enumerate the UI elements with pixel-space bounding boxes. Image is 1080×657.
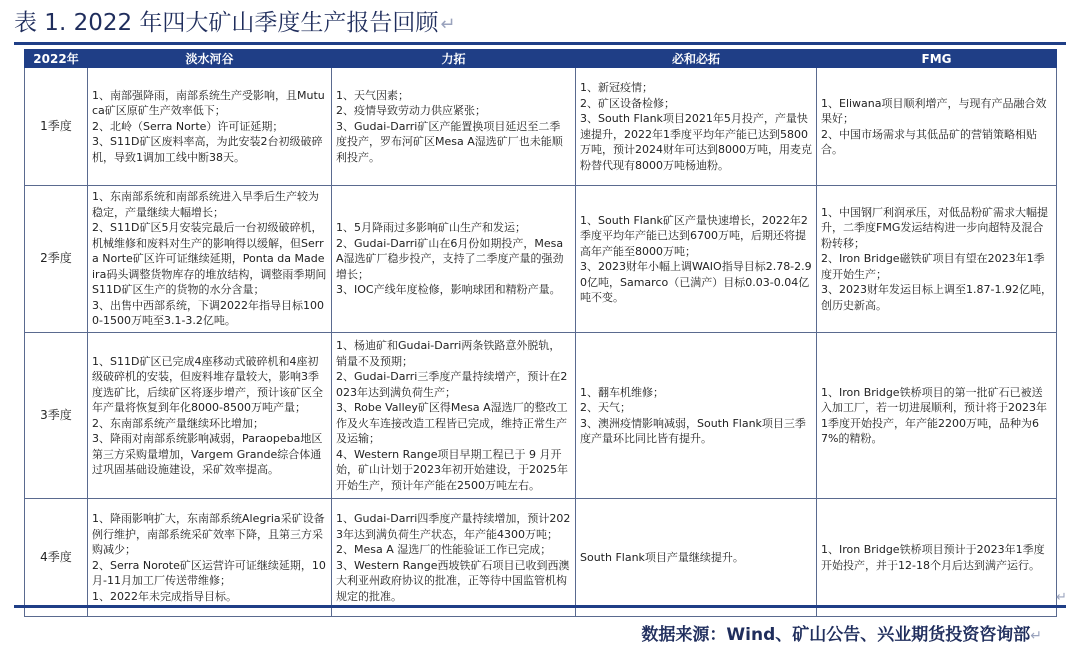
header-rio-tinto: 力拓 xyxy=(332,50,576,68)
cell-line: 4、Western Range项目早期工程已于 9 月开始，矿山计划于2023年初开始建设，于2025年开始生产，预计年产能在2500万吨左右。 xyxy=(336,447,568,492)
return-mark-icon: ↵ xyxy=(1030,628,1042,644)
cell-line: 1、中国钢厂利润承压，对低品粉矿需求大幅提升，二季度FMG发运结构进一步向超特及混合粉转移； xyxy=(821,205,1048,250)
table-cell xyxy=(817,186,1057,333)
table-cell xyxy=(332,68,576,186)
table-cell xyxy=(88,186,332,333)
cell-line: 3、Gudai-Darri矿区产能置换项目延迟至二季度投产，罗布河矿区Mesa A湿选矿厂也未能顺利投产。 xyxy=(336,119,563,164)
cell-line: 1、South Flank矿区产量快速增长，2022年2季度平均年产能已达到6700万吨，后期还将提高年产能至8000万吨； xyxy=(580,213,808,258)
table-row xyxy=(25,68,1057,186)
table-cell xyxy=(88,68,332,186)
cell-line: 2、东南部系统产量继续环比增加； xyxy=(92,416,264,430)
cell-line: 2、天气； xyxy=(580,401,631,414)
table-cell xyxy=(817,499,1057,617)
cell-line: 3、2023财年小幅上调WAIO指导目标2.78-2.90亿吨，Samarco（已满产）目标0.03-0.04亿吨不变。 xyxy=(580,260,812,304)
cell-line: 1、翻车机维修； xyxy=(580,385,664,399)
cell-line: 1、5月降雨过多影响矿山生产和发运； xyxy=(336,221,526,235)
table-cell xyxy=(88,333,332,499)
cell-line: 1、S11D矿区已完成4座移动式破碎机和4座初级破碎机的安装，但废料堆存量较大，影响3季度选矿比，后续矿区将逐步增产，预计该矿区全年产量将恢复到年化8000-8500万吨产量； xyxy=(92,354,323,414)
cell-line: 2、Serra Norote矿区运营许可证继续延期，10月-11月加工厂传送带维修； xyxy=(92,558,326,587)
table-cell xyxy=(332,333,576,499)
return-mark-icon: ↵ xyxy=(1056,590,1067,605)
table-cell xyxy=(576,499,817,617)
cell-line: 2、矿区设备检修； xyxy=(580,96,675,110)
source-note xyxy=(641,620,1042,645)
cell-line: 1、Iron Bridge铁桥项目的第一批矿石已被送入加工厂，若一切进展顺利，预计将于2023年1季度开始投产，年产能2200万吨，品种为67%的精粉。 xyxy=(821,385,1047,445)
cell-line: 3、出售中西部系统，下调2022年指导目标1000-1500万吨至3.1-3.2亿吨。 xyxy=(92,298,324,328)
cell-line: 2、S11D矿区5月安装完最后一台初级破碎机，机械维修和废料对生产的影响得以缓解，但Serra Norte矿区许可证继续延期，Ponta da Madeira码头调整货物库存的堆放结构，调整雨季期间S11D矿区生产的货物的水分含量； xyxy=(92,221,327,297)
cell-line: 2、Mesa A 湿选厂的性能验证工作已完成； xyxy=(336,543,552,556)
cell-line: 2、Gudai-Darri三季度产量持续增产，预计在2023年达到满负荷生产； xyxy=(336,370,568,399)
table-row xyxy=(25,333,1057,499)
cell-line: South Flank项目产量继续提升。 xyxy=(580,550,744,564)
quarter-label: 4季度 xyxy=(25,499,88,617)
return-mark-icon: ↵ xyxy=(440,14,456,35)
cell-line: 3、降雨对南部系统影响减弱，Paraopeba地区第三方采购量增加，Vargem Grande综合体通过巩固基础设施建设，采矿效率提高。 xyxy=(92,432,323,476)
cell-line: 1、南部强降雨，南部系统生产受影响，且Mutuca矿区原矿生产效率低下； xyxy=(92,88,325,118)
table-cell xyxy=(576,68,817,186)
header-year: 2022年 xyxy=(25,50,88,68)
table-cell xyxy=(576,333,817,499)
table-cell xyxy=(332,186,576,333)
cell-line: 3、澳洲疫情影响减弱，South Flank项目三季度产量环比同比皆有提升。 xyxy=(580,416,806,445)
table-row xyxy=(25,499,1057,617)
table-header-row xyxy=(25,50,1057,68)
quarter-label: 3季度 xyxy=(25,333,88,499)
table-row xyxy=(25,186,1057,333)
cell-line: 1、Iron Bridge铁桥项目预计于2023年1季度开始投产，并于12-18个月后达到满产运行。 xyxy=(821,543,1045,572)
cell-line: 3、S11D矿区废料率高，为此安装2台初级破碎机，导致1调加工线中断38天。 xyxy=(92,135,323,164)
cell-line: 1、新冠疫情； xyxy=(580,81,653,94)
cell-line: 1、天气因素； xyxy=(336,88,409,102)
cell-line: 1、Eliwana项目顺利增产，与现有产品融合效果好； xyxy=(821,96,1047,125)
cell-line: 1、降雨影响扩大，东南部系统Alegria采矿设备例行维护，南部系统采矿效率下降，且第三方采购减少； xyxy=(92,512,325,556)
cell-line: 2、Iron Bridge磁铁矿项目有望在2023年1季度开始生产； xyxy=(821,252,1045,281)
cell-line: 3、Western Range西坡铁矿石项目已收到西澳大利亚州政府协议的批准，正等待中国监管机构规定的批准。 xyxy=(336,558,570,603)
quarter-label: 1季度 xyxy=(25,68,88,186)
cell-line: 1、2022年未完成指导目标。 xyxy=(92,589,237,603)
cell-line: 3、South Flank项目2021年5月投产，产量快速提升，2022年1季度平均年产能已达到5800万吨，预计2024财年可达到8000万吨，用麦克粉替代现有8000万吨杨迪粉。 xyxy=(580,112,812,172)
cell-line: 2、北岭（Serra Norte）许可证延期； xyxy=(92,119,284,133)
table-cell xyxy=(88,499,332,617)
table-cell xyxy=(332,499,576,617)
bottom-rule xyxy=(14,605,1066,608)
table-cell xyxy=(817,333,1057,499)
cell-line: 1、Gudai-Darri四季度产量持续增加，预计2023年达到满负荷生产状态，年产能4300万吨； xyxy=(336,512,571,541)
cell-line: 3、IOC产线年度检修，影响球团和精粉产量。 xyxy=(336,283,561,297)
table-cell xyxy=(817,68,1057,186)
cell-line: 2、Gudai-Darri矿山在6月份如期投产，Mesa A湿选矿厂稳步投产，支持了二季度产量的强劲增长； xyxy=(336,236,564,281)
cell-line: 1、杨迪矿和Gudai-Darri两条铁路意外脱轨，销量不及预期； xyxy=(336,339,561,368)
cell-line: 3、Robe Valley矿区得Mesa A湿选厂的整改工作及火车连接改造工程皆已完成，维持正常生产及运输； xyxy=(336,401,568,445)
cell-line: 1、东南部系统和南部系统进入旱季后生产较为稳定，产量继续大幅增长； xyxy=(92,190,319,219)
cell-line: 3、2023财年发运目标上调至1.87-1.92亿吨，创历史新高。 xyxy=(821,283,1052,312)
page-title xyxy=(14,6,456,40)
table-cell xyxy=(576,186,817,333)
quarterly-report-table xyxy=(24,49,1057,617)
header-fmg: FMG xyxy=(817,50,1057,68)
top-rule xyxy=(14,42,1066,45)
header-bhp: 必和必拓 xyxy=(576,50,817,68)
header-vale: 淡水河谷 xyxy=(88,50,332,68)
cell-line: 2、疫情导致劳动力供应紧张； xyxy=(336,104,486,118)
source-text: 数据来源：Wind、矿山公告、兴业期货投资咨询部 xyxy=(641,625,1031,645)
quarter-label: 2季度 xyxy=(25,186,88,333)
cell-line: 2、中国市场需求与其低品矿的营销策略相贴合。 xyxy=(821,127,1037,156)
title-text: 表 1. 2022 年四大矿山季度生产报告回顾 xyxy=(14,10,439,36)
